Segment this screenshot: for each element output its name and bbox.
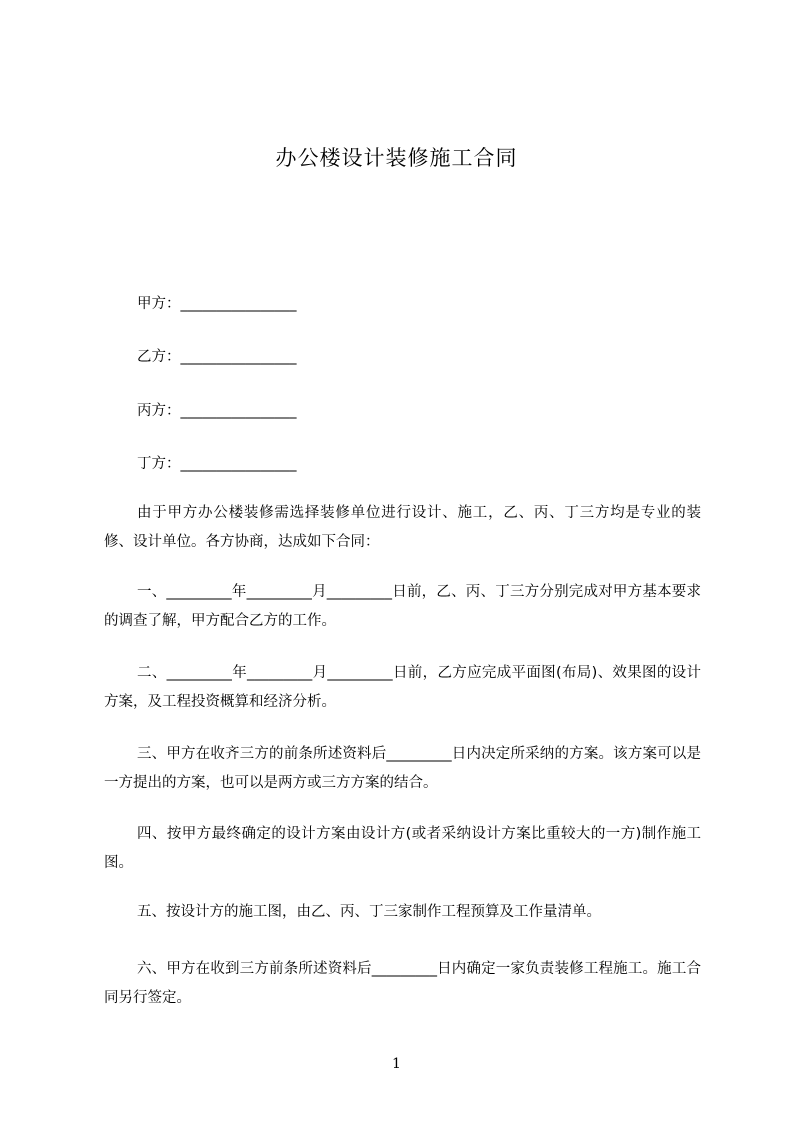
party-c-line: 丙方：________________: [137, 403, 297, 419]
page-number: 1: [392, 1056, 401, 1072]
party-d-line: 丁方：________________: [137, 456, 297, 472]
clause-6: 六、甲方在收到三方前条所述资料后_________日内确定一家负责装修工程施工。施工合同另行签定。: [104, 961, 701, 1006]
clause-2: 二、_________年_________月_________日前，乙方应完成平面图(布局)、效果图的设计方案，及工程投资概算和经济分析。: [104, 665, 701, 710]
document-title: 办公楼设计装修施工合同: [275, 146, 518, 170]
clause-5: 五、按设计方的施工图，由乙、丙、丁三家制作工程预算及工作量清单。: [137, 904, 601, 920]
clause-3: 三、甲方在收齐三方的前条所述资料后_________日内决定所采纳的方案。该方案可以是一方提出的方案，也可以是两方或三方方案的结合。: [104, 746, 701, 791]
clause-1: 一、_________年_________月_________日前，乙、丙、丁三方分别完成对甲方基本要求的调查了解，甲方配合乙方的工作。: [104, 584, 701, 629]
preamble-paragraph: 由于甲方办公楼装修需选择装修单位进行设计、施工，乙、丙、丁三方均是专业的装修、设计单位。各方协商，达成如下合同：: [104, 505, 701, 550]
party-b-line: 乙方：________________: [137, 349, 297, 365]
clause-4: 四、按甲方最终确定的设计方案由设计方(或者采纳设计方案比重较大的一方)制作施工图。: [104, 826, 701, 871]
party-a-line: 甲方：________________: [137, 296, 297, 312]
